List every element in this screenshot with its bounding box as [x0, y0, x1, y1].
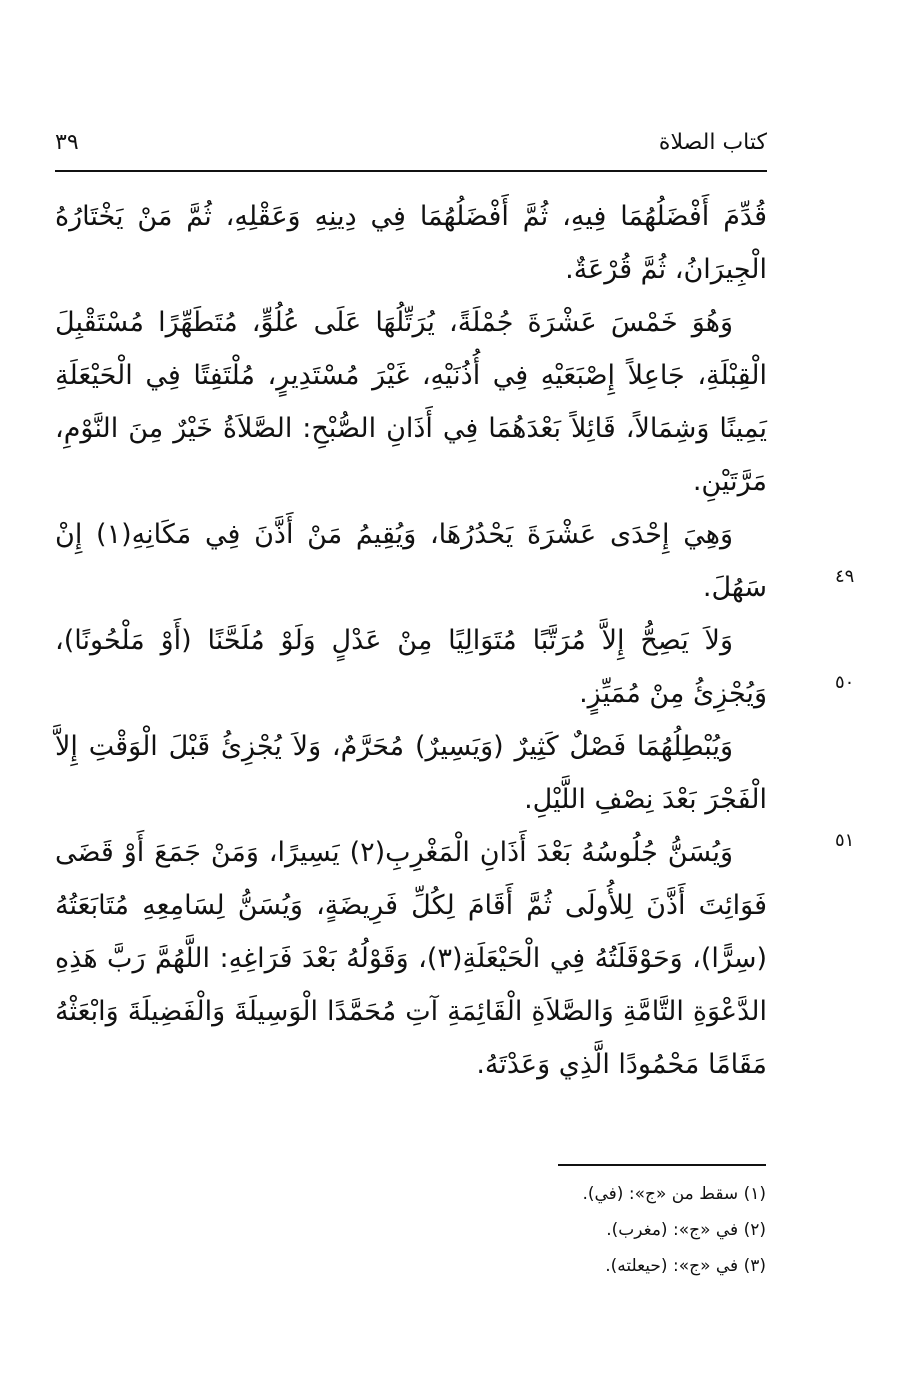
paragraph: وَيُبْطِلُهُمَا فَصْلٌ كَثِيرٌ (وَيَسِيرٌ) مُحَرَّمٌ، وَلاَ يُجْزِئُ قَبْلَ الْوَقْتِ إِلاَّ الْفَجْرَ بَعْدَ نِصْفِ اللَّيْلِ. — [55, 731, 767, 815]
paragraph: وَهِيَ إِحْدَى عَشْرَةَ يَحْدُرُهَا، وَيُقِيمُ مَنْ أَذَّنَ فِي مَكَانِهِ(١) إِنْ سَهُلَ. — [55, 519, 767, 603]
main-text — [55, 190, 767, 1091]
paragraph: قُدِّمَ أَفْضَلُهُمَا فِيهِ، ثُمَّ أَفْضَلُهُمَا فِي دِينِهِ وَعَقْلِهِ، ثُمَّ مَنْ يَخْتَارُهُ الْجِيرَانُ، ثُمَّ قُرْعَةٌ. — [55, 201, 767, 285]
page-number: ٣٩ — [55, 130, 79, 155]
footnote: (٣) في «ج»: (حيعلته). — [605, 1256, 766, 1276]
paragraph: وَيُسَنُّ جُلُوسُهُ بَعْدَ أَذَانِ الْمَغْرِبِ(٢) يَسِيرًا، وَمَنْ جَمَعَ أَوْ قَضَى فَوَائِتَ أَذَّنَ لِلأُولَى ثُمَّ أَقَامَ لِكُلِّ فَرِيضَةٍ، وَيُسَنُّ لِسَامِعِهِ مُتَابَعَتُهُ (سِرًّا)، وَحَوْقَلَتُهُ فِي الْحَيْعَلَةِ(٣)، وَقَوْلُهُ بَعْدَ فَرَاغِهِ: اللَّهُمَّ رَبَّ هَذِهِ الدَّعْوَةِ التَّامَّةِ وَالصَّلاَةِ الْقَائِمَةِ آتِ مُحَمَّدًا الْوَسِيلَةَ وَالْفَضِيلَةَ وَابْعَثْهُ مَقَامًا مَحْمُودًا الَّذِي وَعَدْتَهُ. — [55, 837, 767, 1080]
footnote: (١) سقط من «ج»: (في). — [582, 1184, 766, 1204]
footnote-divider — [558, 1164, 766, 1166]
paragraph: وَلاَ يَصِحُّ إِلاَّ مُرَتَّبًا مُتَوَالِيًا مِنْ عَدْلٍ وَلَوْ مُلَحَّنًا (أَوْ مَلْحُونًا)، وَيُجْزِئُ مِنْ مُمَيِّزٍ. — [55, 625, 767, 709]
margin-number: ٤٩ — [835, 566, 855, 587]
margin-number: ٥٠ — [835, 672, 855, 693]
paragraph: وَهُوَ خَمْسَ عَشْرَةَ جُمْلَةً، يُرَتِّلُهَا عَلَى عُلُوٍّ، مُتَطَهِّرًا مُسْتَقْبِلَ الْقِبْلَةِ، جَاعِلاً إِصْبَعَيْهِ فِي أُذُنَيْهِ، غَيْرَ مُسْتَدِيرٍ، مُلْتَفِتًا فِي الْحَيْعَلَةِ يَمِينًا وَشِمَالاً، قَائِلاً بَعْدَهُمَا فِي أَذَانِ الصُّبْحِ: الصَّلاَةُ خَيْرٌ مِنَ النَّوْمِ، مَرَّتَيْنِ. — [55, 307, 767, 497]
footnotes — [420, 1176, 766, 1284]
footnote: (٢) في «ج»: (مغرب). — [606, 1220, 766, 1240]
margin-number: ٥١ — [835, 830, 855, 851]
running-title: كتاب الصلاة — [658, 130, 767, 155]
page-header — [55, 126, 767, 172]
